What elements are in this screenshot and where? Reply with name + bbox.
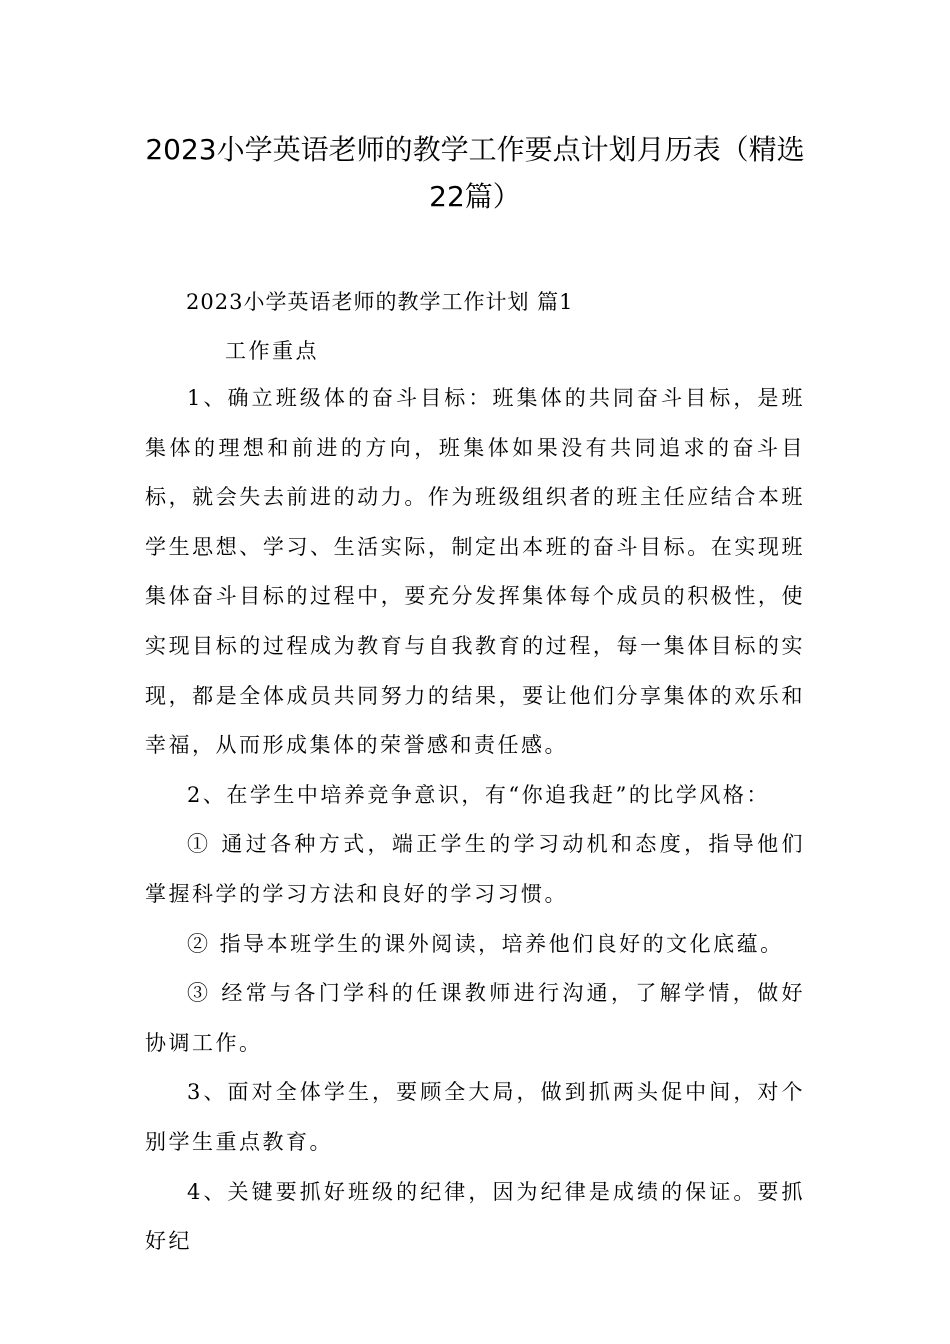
paragraph-3: ① 通过各种方式，端正学生的学习动机和态度，指导他们掌握科学的学习方法和良好的学习习惯。 <box>145 832 805 906</box>
paragraph-6: 3、面对全体学生，要顾全大局，做到抓两头促中间，对个别学生重点教育。 <box>145 1080 805 1154</box>
body-text <box>145 374 805 1267</box>
title-line-2: 22篇） <box>429 180 521 213</box>
document-title <box>145 126 805 220</box>
title-line-1: 2023小学英语老师的教学工作要点计划月历表（精选 <box>145 133 805 166</box>
paragraph-7: 4、关键要抓好班级的纪律，因为纪律是成绩的保证。要抓好纪 <box>145 1179 805 1254</box>
paragraph-5: ③ 经常与各门学科的任课教师进行沟通，了解学情，做好协调工作。 <box>145 981 805 1055</box>
section-heading: 2023小学英语老师的教学工作计划 篇1 <box>186 290 574 314</box>
paragraph-1: 1、确立班级体的奋斗目标：班集体的共同奋斗目标，是班集体的理想和前进的方向，班集体如果没有共同追求的奋斗目标，就会失去前进的动力。作为班级组织者的班主任应结合本班学生思想、学习、生活实际，制定出本班的奋斗目标。在实现班集体奋斗目标的过程中，要充分发挥集体每个成员的积极性，使实现目标的过程成为教育与自我教育的过程，每一集体目标的实现，都是全体成员共同努力的结果，要让他们分享集体的欢乐和幸福，从而形成集体的荣誉感和责任感。 <box>145 386 805 758</box>
subheading: 工作重点 <box>225 339 319 363</box>
paragraph-4: ② 指导本班学生的课外阅读，培养他们良好的文化底蕴。 <box>187 931 784 956</box>
paragraph-2: 2、在学生中培养竞争意识，有“你追我赶”的比学风格： <box>187 782 770 807</box>
